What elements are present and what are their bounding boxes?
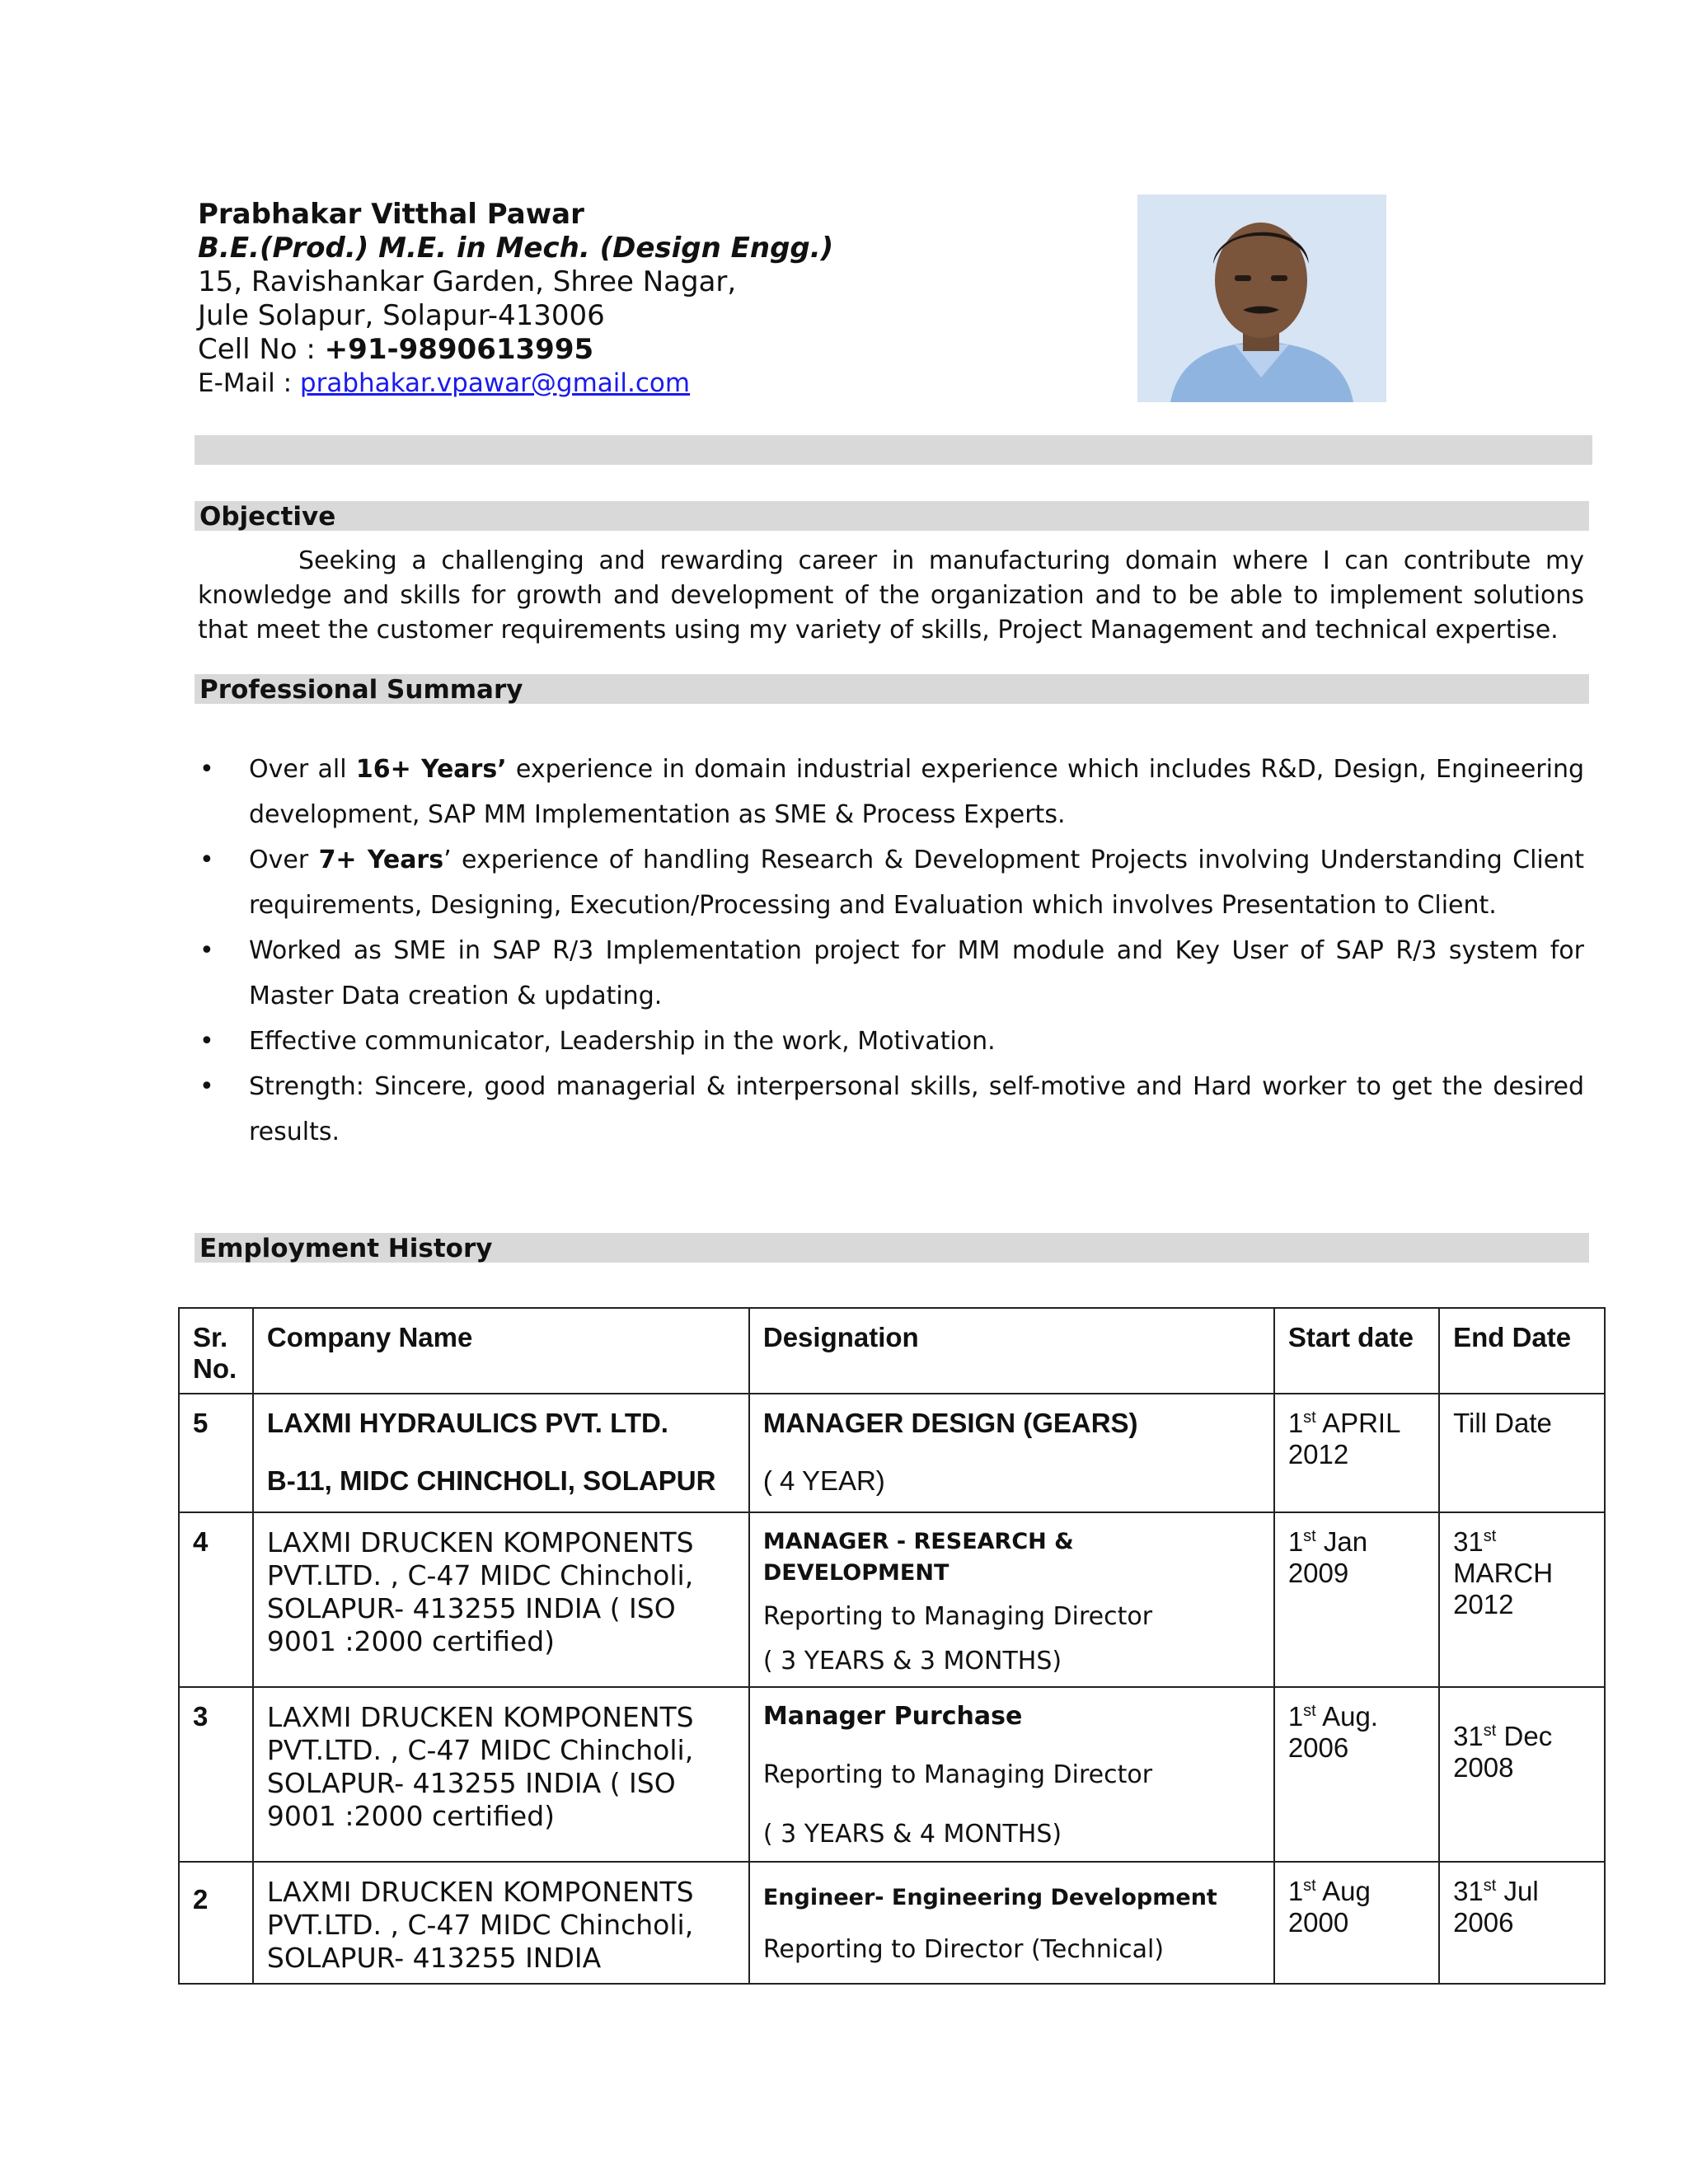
summary-heading: Professional Summary (195, 674, 1589, 704)
address-line-1: 15, Ravishankar Garden, Shree Nagar, (198, 265, 737, 298)
objective-text: Seeking a challenging and rewarding career in manufacturing domain where I can contribute my knowledge and skills for growth and development of the organization and to be able to implement solutions that meet the customer requirements using my variety of skills, Project Management and technical expertise. (198, 546, 1584, 644)
end-date: 31st Dec 2008 (1439, 1687, 1605, 1862)
table-row (179, 1862, 1605, 1984)
column-header: Start date (1274, 1308, 1439, 1394)
start-date: 1st APRIL 2012 (1274, 1394, 1439, 1512)
table-row (179, 1687, 1605, 1862)
candidate-name: Prabhakar Vitthal Pawar (198, 198, 584, 231)
sr-no: 2 (179, 1862, 253, 1984)
designation-cell: MANAGER DESIGN (GEARS) ( 4 YEAR) (749, 1394, 1274, 1512)
designation-cell: MANAGER - RESEARCH & DEVELOPMENT Reporting to Managing Director ( 3 YEARS & 3 MONTHS) (749, 1512, 1274, 1687)
list-item: • Worked as SME in SAP R/3 Implementation project for MM module and Key User of SAP R/3 system for Master Data creation & updating. (198, 928, 1584, 1019)
end-date: Till Date (1439, 1394, 1605, 1512)
email-link[interactable]: prabhakar.vpawar@gmail.com (299, 368, 691, 398)
column-header: Designation (749, 1308, 1274, 1394)
table-row (179, 1512, 1605, 1687)
list-item: • Over all 16+ Years’ experience in domain industrial experience which includes R&D, Design, Engineering development, SAP MM Implementation as SME & Process Experts. (198, 747, 1584, 837)
contact-block (198, 198, 1104, 400)
list-item: • Strength: Sincere, good managerial & interpersonal skills, self-motive and Hard worker to get the desired results. (198, 1064, 1584, 1155)
summary-list (198, 747, 1584, 1155)
cell-value: +91-9890613995 (324, 333, 594, 366)
list-item: • Over 7+ Years’ experience of handling Research & Development Projects involving Understanding Client requirements, Designing, Execution/Processing and Evaluation which involves Presentation to Client. (198, 837, 1584, 928)
cell-label: Cell No : (198, 333, 325, 366)
cell-number (198, 333, 1104, 367)
header-divider (195, 435, 1592, 465)
designation-cell: Manager Purchase Reporting to Managing Director ( 3 YEARS & 4 MONTHS) (749, 1687, 1274, 1862)
employment-table (178, 1307, 1606, 1985)
end-date: 31st MARCH 2012 (1439, 1512, 1605, 1687)
table-header-row (179, 1308, 1605, 1394)
start-date: 1st Aug 2000 (1274, 1862, 1439, 1984)
company-cell: LAXMI DRUCKEN KOMPONENTS PVT.LTD. , C-47 MIDC Chincholi, SOLAPUR- 413255 INDIA ( ISO 9001 :2000 certified) (253, 1512, 749, 1687)
qualification: B.E.(Prod.) M.E. in Mech. (Design Engg.) (198, 232, 834, 265)
sr-no: 3 (179, 1687, 253, 1862)
objective-heading: Objective (195, 501, 1589, 531)
designation-cell: Engineer- Engineering Development Reporting to Director (Technical) (749, 1862, 1274, 1984)
sr-no: 4 (179, 1512, 253, 1687)
list-item: • Effective communicator, Leadership in the work, Motivation. (198, 1019, 1584, 1064)
start-date: 1st Aug. 2006 (1274, 1687, 1439, 1862)
sr-no: 5 (179, 1394, 253, 1512)
table-row (179, 1394, 1605, 1512)
company-cell: LAXMI HYDRAULICS PVT. LTD. B-11, MIDC CHINCHOLI, SOLAPUR (253, 1394, 749, 1512)
company-cell: LAXMI DRUCKEN KOMPONENTS PVT.LTD. , C-47 MIDC Chincholi, SOLAPUR- 413255 INDIA (253, 1862, 749, 1984)
company-cell: LAXMI DRUCKEN KOMPONENTS PVT.LTD. , C-47 MIDC Chincholi, SOLAPUR- 413255 INDIA ( ISO 9001 :2000 certified) (253, 1687, 749, 1862)
column-header: Company Name (253, 1308, 749, 1394)
address-line-2: Jule Solapur, Solapur-413006 (198, 299, 605, 332)
email-label: E-Mail : (198, 368, 300, 398)
end-date: 31st Jul 2006 (1439, 1862, 1605, 1984)
email (198, 367, 1104, 400)
start-date: 1st Jan 2009 (1274, 1512, 1439, 1687)
column-header: End Date (1439, 1308, 1605, 1394)
column-header: Sr. No. (179, 1308, 253, 1394)
profile-photo (1137, 194, 1386, 402)
employment-heading: Employment History (195, 1233, 1589, 1263)
